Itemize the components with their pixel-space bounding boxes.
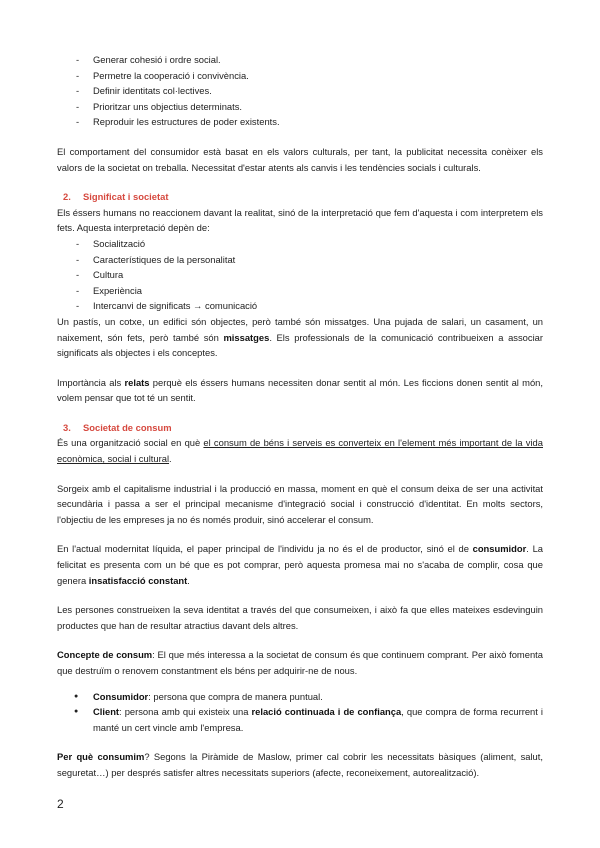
paragraph-definition: És una organització social en què el consum de béns i serveis es converteix en l'element més important de la vida econòmica, social i cultural. [57,437,543,465]
list-item: - Socialització [57,236,543,252]
list-item: - Característiques de la personalitat [57,252,543,268]
list-item: - Generar cohesió i ordre social. [57,52,543,68]
section-title: Significat i societat [83,191,169,203]
page-number: 2 [57,797,64,811]
section-title: Societat de consum [83,421,172,433]
list-item: - Prioritzar uns objectius determinats. [57,99,543,115]
intro-list [57,52,543,130]
document-page [57,52,543,781]
paragraph-consumer-behavior: El comportament del consumidor està basat en els valors culturals, per tant, la publicitat necessita conèixer els valors de la societat on treballa. Necessitat d'estar atents als canvis i les tendències socials i culturals. [57,145,543,173]
section-heading-3 [57,420,543,436]
paragraph-concept: Concepte de consum: El que més interessa a la societat de consum és que continuem comprant. Per això fomenta que destruïm o renovem constantment els béns per adquirir-ne de nous. [57,649,543,676]
paragraph-maslow: Per què consumim? Segons la Piràmide de Maslow, primer cal cobrir les necessitats bàsiques (aliment, salut, seguretat…) per després satisfer altres necessitats superiors (afecte, reconeixement, autorealització). [57,751,543,778]
paragraph-origin: Sorgeix amb el capitalisme industrial i la producció en massa, moment en què el consum deixa de ser una activitat secundària i passa a ser el principal mecanisme d'integració social i construcció d'identitat. En molts sectors, l'objectiu de les empreses ja no és només produir, sinó accelerar el consum. [57,482,543,525]
paragraph-stories: Importància als relats perquè els éssers humans necessiten donar sentit al món. Les ficcions donen sentit al món, volem pensar que tot té un sentit. [57,376,543,404]
paragraph: Els éssers humans no reaccionem davant la realitat, sinó de la interpretació que fem d'aquesta i com interpretem els fets. Aquesta interpretació depèn de: [57,206,543,234]
consumer-client-list [57,689,543,736]
list-item: - Experiència [57,283,543,299]
section-number: 3. [63,421,71,433]
paragraph-identity: Les persones construeixen la seva identitat a través del que consumeixen, i això fa que elles mateixes esdevinguin productes que han de resultar atractius davant dels altres. [57,604,543,631]
section-number: 2. [63,191,71,203]
paragraph-liquid-modernity: En l'actual modernitat líquida, el paper principal de l'individu ja no és el de productor, sinó el de consumidor. La felicitat es presenta com un bé que es pot comprar, però aquesta promesa mai no s'acaba de complir, cosa que genera insatisfacció constant. [57,543,543,586]
list-item: ● Consumidor: persona que compra de manera puntual. [57,689,543,705]
list-item: ● Client: persona amb qui existeix una relació continuada i de confiança, que compra de forma recurrent i manté un cert vincle amb l'empresa. [57,704,543,735]
paragraph-objects-messages: Un pastís, un cotxe, un edifici són objectes, però també són missatges. Una pujada de salari, un casament, un naixement, són fets, però també són missatges. Els professionals de la comunicació contribueixen a associar significats als objectes i els conceptes. [57,315,543,359]
list-item: - Intercanvi de significats → comunicació [57,298,543,314]
list-item: - Permetre la cooperació i convivència. [57,68,543,84]
list-item: - Definir identitats col·lectives. [57,83,543,99]
interpretation-list [57,236,543,314]
section-heading-2 [57,189,543,205]
list-item: - Reproduir les estructures de poder existents. [57,114,543,130]
list-item: - Cultura [57,267,543,283]
